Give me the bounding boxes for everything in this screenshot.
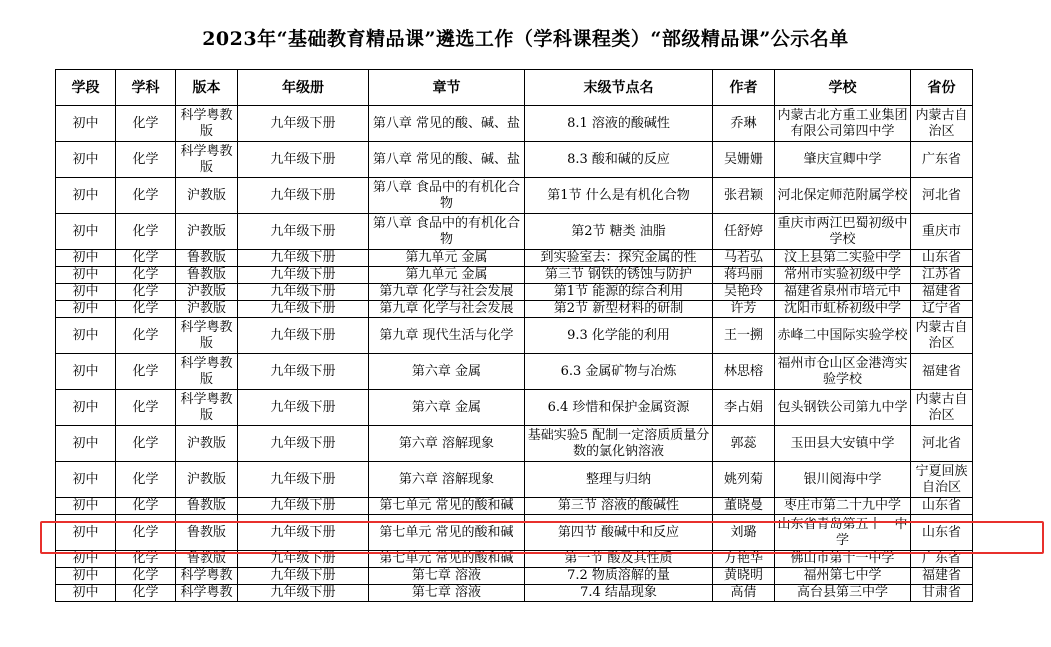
table-row (56, 354, 973, 390)
cell-edition: 沪教版 (176, 178, 238, 214)
cell-author: 许芳 (713, 301, 775, 318)
cell-grade: 九年级下册 (238, 178, 369, 214)
table-row (56, 390, 973, 426)
cell-edition: 科学粤教版 (176, 354, 238, 390)
cell-lesson: 第1节 什么是有机化合物 (525, 178, 713, 214)
cell-province: 辽宁省 (911, 301, 973, 318)
cell-subject: 化学 (116, 462, 176, 498)
cell-subject: 化学 (116, 585, 176, 602)
cell-edition: 沪教版 (176, 462, 238, 498)
header-grade: 年级册 (238, 70, 369, 106)
cell-edition: 鲁教版 (176, 498, 238, 515)
cell-grade: 九年级下册 (238, 354, 369, 390)
cell-grade: 九年级下册 (238, 106, 369, 142)
cell-chapter: 第九章 现代生活与化学 (369, 318, 525, 354)
cell-edition: 沪教版 (176, 284, 238, 301)
cell-grade: 九年级下册 (238, 142, 369, 178)
cell-stage: 初中 (56, 515, 116, 551)
cell-edition: 科学粤教 (176, 568, 238, 585)
cell-subject: 化学 (116, 426, 176, 462)
cell-chapter: 第七单元 常见的酸和碱 (369, 515, 525, 551)
cell-grade: 九年级下册 (238, 551, 369, 568)
table-row (56, 214, 973, 250)
cell-edition: 科学粤教版 (176, 318, 238, 354)
cell-author: 吴艳玲 (713, 284, 775, 301)
cell-lesson: 基础实验5 配制一定溶质质量分数的氯化钠溶液 (525, 426, 713, 462)
cell-chapter: 第六章 金属 (369, 354, 525, 390)
cell-school: 福州第七中学 (775, 568, 911, 585)
table-row (56, 498, 973, 515)
cell-subject: 化学 (116, 568, 176, 585)
cell-chapter: 第八章 常见的酸、碱、盐 (369, 106, 525, 142)
table-row (56, 267, 973, 284)
cell-stage: 初中 (56, 318, 116, 354)
cell-province: 山东省 (911, 515, 973, 551)
cell-edition: 鲁教版 (176, 515, 238, 551)
header-school: 学校 (775, 70, 911, 106)
cell-school: 高台县第三中学 (775, 585, 911, 602)
cell-province: 山东省 (911, 250, 973, 267)
cell-edition: 科学粤教 (176, 585, 238, 602)
cell-author: 马若弘 (713, 250, 775, 267)
cell-stage: 初中 (56, 214, 116, 250)
cell-edition: 科学粤教版 (176, 390, 238, 426)
cell-school: 赤峰二中国际实验学校 (775, 318, 911, 354)
cell-edition: 鲁教版 (176, 551, 238, 568)
table-row (56, 106, 973, 142)
cell-chapter: 第七章 溶液 (369, 568, 525, 585)
cell-province: 重庆市 (911, 214, 973, 250)
table-row (56, 318, 973, 354)
cell-chapter: 第六章 溶解现象 (369, 462, 525, 498)
table-row (56, 426, 973, 462)
cell-school: 河北保定师范附属学校 (775, 178, 911, 214)
cell-subject: 化学 (116, 498, 176, 515)
cell-chapter: 第九章 化学与社会发展 (369, 284, 525, 301)
cell-stage: 初中 (56, 585, 116, 602)
cell-school: 包头钢铁公司第九中学 (775, 390, 911, 426)
cell-author: 蒋玛丽 (713, 267, 775, 284)
table-row (56, 568, 973, 585)
cell-lesson: 第三节 钢铁的锈蚀与防护 (525, 267, 713, 284)
cell-grade: 九年级下册 (238, 318, 369, 354)
cell-lesson: 6.3 金属矿物与冶炼 (525, 354, 713, 390)
cell-province: 内蒙古自治区 (911, 318, 973, 354)
cell-grade: 九年级下册 (238, 301, 369, 318)
cell-school: 沈阳市虹桥初级中学 (775, 301, 911, 318)
cell-subject: 化学 (116, 390, 176, 426)
cell-stage: 初中 (56, 462, 116, 498)
cell-stage: 初中 (56, 284, 116, 301)
cell-subject: 化学 (116, 106, 176, 142)
cell-province: 内蒙古自治区 (911, 390, 973, 426)
table-row (56, 142, 973, 178)
cell-province: 广东省 (911, 551, 973, 568)
cell-lesson: 6.4 珍惜和保护金属资源 (525, 390, 713, 426)
cell-school: 玉田县大安镇中学 (775, 426, 911, 462)
cell-lesson: 第三节 溶液的酸碱性 (525, 498, 713, 515)
cell-subject: 化学 (116, 214, 176, 250)
cell-subject: 化学 (116, 284, 176, 301)
cell-author: 刘璐 (713, 515, 775, 551)
cell-edition: 科学粤教版 (176, 142, 238, 178)
cell-province: 河北省 (911, 178, 973, 214)
cell-chapter: 第六章 金属 (369, 390, 525, 426)
cell-chapter: 第九章 化学与社会发展 (369, 301, 525, 318)
cell-school: 肇庆宣卿中学 (775, 142, 911, 178)
cell-chapter: 第八章 食品中的有机化合物 (369, 178, 525, 214)
cell-province: 河北省 (911, 426, 973, 462)
cell-province: 福建省 (911, 284, 973, 301)
cell-grade: 九年级下册 (238, 498, 369, 515)
header-chapter: 章节 (369, 70, 525, 106)
cell-lesson: 7.4 结晶现象 (525, 585, 713, 602)
header-stage: 学段 (56, 70, 116, 106)
cell-province: 甘肃省 (911, 585, 973, 602)
cell-grade: 九年级下册 (238, 267, 369, 284)
cell-chapter: 第六章 溶解现象 (369, 426, 525, 462)
cell-stage: 初中 (56, 178, 116, 214)
cell-author: 乔琳 (713, 106, 775, 142)
cell-author: 方艳华 (713, 551, 775, 568)
cell-stage: 初中 (56, 551, 116, 568)
cell-subject: 化学 (116, 318, 176, 354)
cell-stage: 初中 (56, 390, 116, 426)
cell-stage: 初中 (56, 267, 116, 284)
table-row (56, 284, 973, 301)
cell-author: 董晓曼 (713, 498, 775, 515)
table-header-row (56, 70, 973, 106)
cell-subject: 化学 (116, 250, 176, 267)
cell-edition: 沪教版 (176, 214, 238, 250)
cell-lesson: 第1节 能源的综合利用 (525, 284, 713, 301)
cell-school: 汶上县第二实验中学 (775, 250, 911, 267)
cell-grade: 九年级下册 (238, 214, 369, 250)
cell-lesson: 8.1 溶液的酸碱性 (525, 106, 713, 142)
cell-lesson: 第一节 酸及其性质 (525, 551, 713, 568)
cell-author: 郭蕊 (713, 426, 775, 462)
cell-author: 黄晓明 (713, 568, 775, 585)
page-title: 2023年“基础教育精品课”遴选工作（学科课程类）“部级精品课”公示名单 (202, 28, 849, 50)
cell-author: 李占娟 (713, 390, 775, 426)
cell-grade: 九年级下册 (238, 585, 369, 602)
cell-chapter: 第九单元 金属 (369, 250, 525, 267)
cell-author: 王一搠 (713, 318, 775, 354)
cell-author: 高倩 (713, 585, 775, 602)
cell-lesson: 9.3 化学能的利用 (525, 318, 713, 354)
cell-chapter: 第七单元 常见的酸和碱 (369, 498, 525, 515)
cell-subject: 化学 (116, 142, 176, 178)
cell-school: 银川阅海中学 (775, 462, 911, 498)
cell-grade: 九年级下册 (238, 426, 369, 462)
cell-author: 任舒婷 (713, 214, 775, 250)
table-row (56, 250, 973, 267)
cell-grade: 九年级下册 (238, 284, 369, 301)
cell-lesson: 7.2 物质溶解的量 (525, 568, 713, 585)
cell-stage: 初中 (56, 426, 116, 462)
cell-edition: 鲁教版 (176, 250, 238, 267)
cell-edition: 沪教版 (176, 301, 238, 318)
table-row (56, 462, 973, 498)
cell-grade: 九年级下册 (238, 390, 369, 426)
cell-edition: 鲁教版 (176, 267, 238, 284)
highlight-box (40, 521, 1044, 554)
cell-province: 山东省 (911, 498, 973, 515)
cell-stage: 初中 (56, 568, 116, 585)
cell-school: 常州市实验初级中学 (775, 267, 911, 284)
cell-chapter: 第八章 食品中的有机化合物 (369, 214, 525, 250)
cell-author: 吴姗姗 (713, 142, 775, 178)
cell-subject: 化学 (116, 267, 176, 284)
cell-province: 江苏省 (911, 267, 973, 284)
cell-grade: 九年级下册 (238, 568, 369, 585)
header-edition: 版本 (176, 70, 238, 106)
cell-edition: 沪教版 (176, 426, 238, 462)
cell-stage: 初中 (56, 250, 116, 267)
cell-school: 佛山市第十一中学 (775, 551, 911, 568)
cell-subject: 化学 (116, 354, 176, 390)
cell-school: 福建省泉州市培元中 (775, 284, 911, 301)
table-row (56, 301, 973, 318)
cell-subject: 化学 (116, 551, 176, 568)
cell-school: 内蒙古北方重工业集团有限公司第四中学 (775, 106, 911, 142)
cell-grade: 九年级下册 (238, 250, 369, 267)
table-row (56, 585, 973, 602)
cell-lesson: 第2节 糖类 油脂 (525, 214, 713, 250)
cell-chapter: 第九单元 金属 (369, 267, 525, 284)
cell-school: 枣庄市第二十九中学 (775, 498, 911, 515)
cell-stage: 初中 (56, 106, 116, 142)
cell-stage: 初中 (56, 354, 116, 390)
header-subject: 学科 (116, 70, 176, 106)
cell-lesson: 整理与归纳 (525, 462, 713, 498)
cell-subject: 化学 (116, 301, 176, 318)
cell-school: 福州市仓山区金港湾实验学校 (775, 354, 911, 390)
header-province: 省份 (911, 70, 973, 106)
cell-province: 福建省 (911, 568, 973, 585)
cell-author: 林思榕 (713, 354, 775, 390)
cell-lesson: 到实验室去：探究金属的性 (525, 250, 713, 267)
cell-edition: 科学粤教版 (176, 106, 238, 142)
cell-chapter: 第七单元 常见的酸和碱 (369, 551, 525, 568)
cell-province: 广东省 (911, 142, 973, 178)
table-row (56, 178, 973, 214)
cell-grade: 九年级下册 (238, 462, 369, 498)
cell-lesson: 第2节 新型材料的研制 (525, 301, 713, 318)
cell-stage: 初中 (56, 498, 116, 515)
cell-school: 重庆市两江巴蜀初级中学校 (775, 214, 911, 250)
cell-author: 张君颖 (713, 178, 775, 214)
cell-chapter: 第八章 常见的酸、碱、盐 (369, 142, 525, 178)
cell-school: 山东省青岛第五十一中学 (775, 515, 911, 551)
header-author: 作者 (713, 70, 775, 106)
cell-province: 福建省 (911, 354, 973, 390)
cell-stage: 初中 (56, 301, 116, 318)
cell-author: 姚列菊 (713, 462, 775, 498)
cell-stage: 初中 (56, 142, 116, 178)
header-lesson: 末级节点名 (525, 70, 713, 106)
cell-chapter: 第七章 溶液 (369, 585, 525, 602)
cell-lesson: 8.3 酸和碱的反应 (525, 142, 713, 178)
cell-province: 宁夏回族自治区 (911, 462, 973, 498)
cell-subject: 化学 (116, 178, 176, 214)
cell-lesson: 第四节 酸碱中和反应 (525, 515, 713, 551)
cell-subject: 化学 (116, 515, 176, 551)
cell-grade: 九年级下册 (238, 515, 369, 551)
cell-province: 内蒙古自治区 (911, 106, 973, 142)
